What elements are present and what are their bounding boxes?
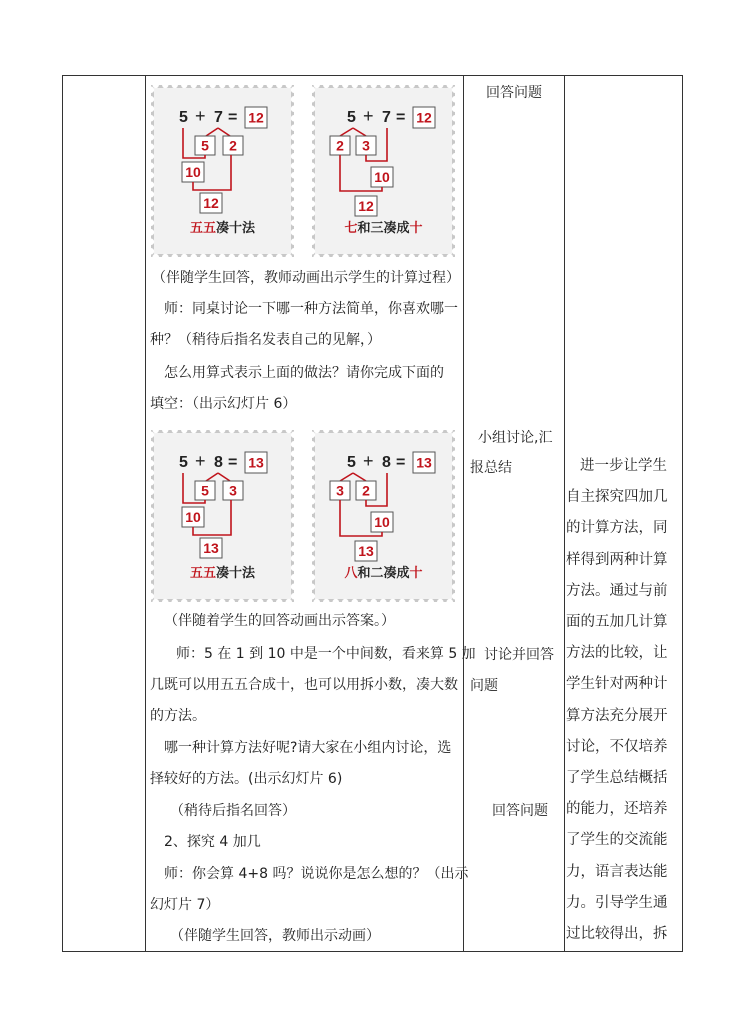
purpose-line: 的计算方法，同 [566, 520, 668, 537]
text-line: 的方法。 [150, 708, 206, 724]
equals-sign: = [396, 454, 406, 471]
purpose-line: 讨论，不仅培养 [566, 738, 668, 755]
addend-a: 5 [179, 109, 188, 126]
text-line: 师：同桌讨论一下哪一种方法简单，你喜欢哪一 [164, 301, 458, 317]
text-line: 师：5 在 1 到 10 中是一个中间数，看来算 5 加 [176, 646, 476, 662]
addend-b: 8 [214, 454, 223, 471]
method-caption: 五五凑十法 [189, 566, 256, 581]
addend-b: 7 [214, 109, 223, 126]
plus-sign: + [195, 451, 206, 471]
purpose-line: 过比较得出，拆 [566, 926, 668, 943]
text-line: 幻灯片 7） [150, 897, 220, 913]
equation-result: 12 [248, 109, 264, 126]
stamp-diagram-2 [312, 85, 455, 257]
addend-a: 5 [347, 454, 356, 471]
student-activity: 报总结 [470, 460, 512, 476]
addend-b: 7 [382, 109, 391, 126]
student-activity: 回答问题 [492, 803, 548, 819]
table-divider-1 [145, 75, 146, 952]
addend-a: 5 [179, 454, 188, 471]
purpose-line: 样得到两种计算 [566, 551, 668, 568]
addend-a: 5 [347, 109, 356, 126]
split-right: 3 [362, 137, 370, 154]
equation-result: 13 [248, 454, 264, 471]
method-caption: 八和二凑成十 [344, 566, 423, 581]
purpose-line: 力。引导学生通 [566, 894, 668, 911]
text-line: 几既可以用五五合成十，也可以用拆小数，凑大数 [150, 677, 458, 693]
student-activity: 问题 [470, 678, 498, 694]
ten-value: 10 [374, 169, 390, 185]
purpose-line: 自主探究四加几 [566, 489, 668, 506]
total-value: 12 [203, 195, 219, 211]
text-line: 择较好的方法。(出示幻灯片 6) [150, 771, 343, 787]
purpose-line: 面的五加几计算 [566, 614, 668, 631]
purpose-line: 进一步让学生 [580, 458, 667, 474]
total-value: 13 [203, 540, 219, 556]
purpose-line: 力，语言表达能 [566, 863, 668, 880]
ten-value: 10 [374, 514, 390, 530]
table-divider-3 [564, 75, 565, 952]
addend-b: 8 [382, 454, 391, 471]
method-caption: 七和三凑成十 [344, 221, 423, 236]
split-right: 2 [229, 137, 237, 154]
split-right: 2 [362, 482, 370, 499]
purpose-line: 方法。通过与前 [566, 582, 668, 599]
split-left: 5 [201, 137, 209, 154]
table-bottom-border [62, 951, 683, 952]
purpose-line: 的能力，还培养 [566, 801, 668, 818]
purpose-line: 方法的比较，让 [566, 645, 668, 662]
equals-sign: = [228, 454, 238, 471]
plus-sign: + [363, 106, 374, 126]
text-line: 填空：（出示幻灯片 6） [150, 396, 297, 412]
split-right: 3 [229, 482, 237, 499]
table-border-right [682, 75, 683, 952]
text-line: （伴随学生回答，教师动画出示学生的计算过程） [152, 270, 460, 286]
student-activity: 回答问题 [486, 85, 542, 101]
purpose-line: 了学生总结概括 [566, 770, 668, 787]
stamp-diagram-3 [151, 430, 294, 602]
split-left: 3 [336, 482, 344, 499]
text-line: 2、探究 4 加几 [164, 834, 261, 850]
equation-result: 13 [416, 454, 432, 471]
plus-sign: + [195, 106, 206, 126]
table-divider-2 [463, 75, 464, 952]
text-line: 种？（稍待后指名发表自己的见解，） [150, 332, 381, 348]
total-value: 12 [358, 198, 374, 214]
split-left: 5 [201, 482, 209, 499]
equation-result: 12 [416, 109, 432, 126]
stamp-diagram-1 [151, 85, 294, 257]
ten-value: 10 [185, 164, 201, 180]
equals-sign: = [228, 109, 238, 126]
design-purpose [566, 451, 680, 950]
table-top-border [62, 75, 683, 76]
method-caption: 五五凑十法 [189, 221, 256, 236]
split-left: 2 [336, 137, 344, 154]
table-border-left [62, 75, 63, 952]
ten-value: 10 [185, 509, 201, 525]
plus-sign: + [363, 451, 374, 471]
text-line: （伴随学生回答，教师出示动画） [170, 928, 380, 944]
student-activity: 小组讨论,汇 [478, 430, 553, 446]
text-line: （伴随着学生的回答动画出示答案。） [164, 613, 395, 629]
purpose-line: 了学生的交流能 [566, 832, 668, 849]
text-line: 哪一种计算方法好呢?请大家在小组内讨论，选 [164, 740, 452, 756]
text-line: 师：你会算 4+8 吗？说说你是怎么想的？（出示 [164, 866, 469, 882]
equals-sign: = [396, 109, 406, 126]
text-line: 怎么用算式表示上面的做法？请你完成下面的 [164, 365, 444, 381]
purpose-line: 学生针对两种计 [566, 676, 668, 693]
purpose-line: 算方法充分展开 [566, 707, 668, 724]
total-value: 13 [358, 543, 374, 559]
stamp-diagram-4 [312, 430, 455, 602]
text-line: （稍待后指名回答） [170, 803, 296, 819]
student-activity: 讨论并回答 [484, 647, 554, 663]
